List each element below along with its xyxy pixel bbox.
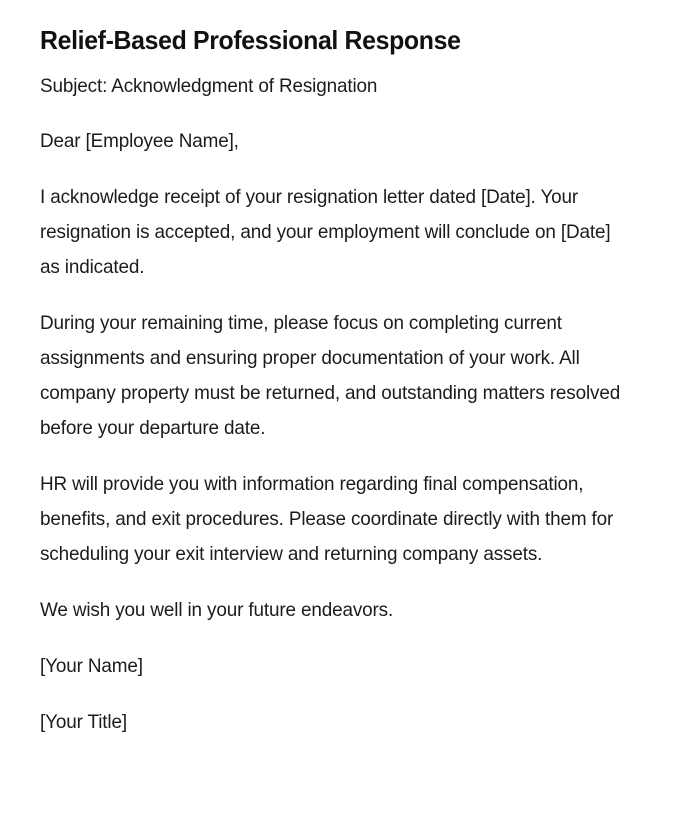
transition-duties-paragraph: During your remaining time, please focus on completing current assignments and ensuring proper documentation of your work. All company property must be returned, and outstanding matters resolved before your departure date.	[40, 312, 621, 439]
acknowledgment-paragraph: I acknowledge receipt of your resignation letter dated [Date]. Your resignation is accepted, and your employment will conclude on [Date] as indicated.	[40, 186, 611, 278]
signature-name-placeholder: [Your Name]	[40, 655, 143, 677]
hr-information-paragraph: HR will provide you with information regarding final compensation, benefits, and exit procedures. Please coordinate directly with them for scheduling your exit interview and returning company assets.	[40, 473, 614, 565]
signature-title-placeholder: [Your Title]	[40, 711, 127, 733]
page-title: Relief-Based Professional Response	[40, 25, 461, 55]
document-body	[40, 69, 640, 740]
closing-wishes: We wish you well in your future endeavors.	[40, 599, 394, 621]
subject-line: Subject: Acknowledgment of Resignation	[40, 75, 378, 97]
salutation: Dear [Employee Name],	[40, 130, 239, 152]
